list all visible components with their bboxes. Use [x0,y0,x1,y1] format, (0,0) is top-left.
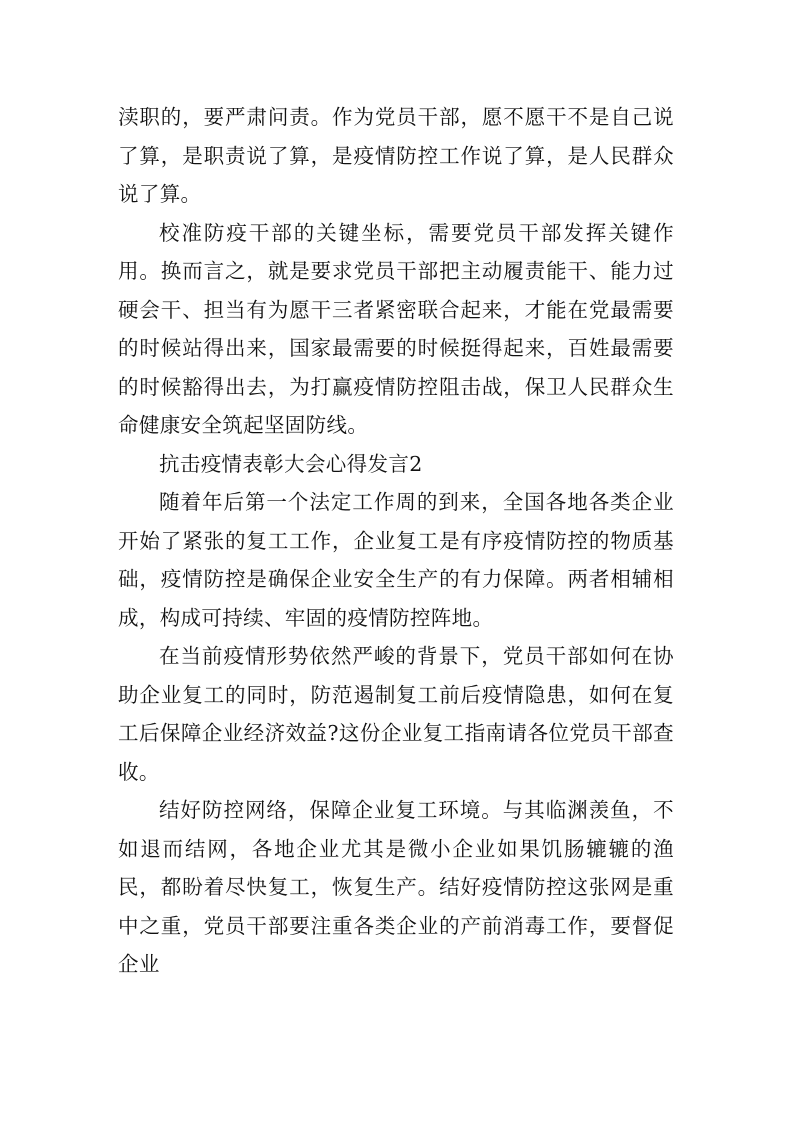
paragraph-resumption-intro: 随着年后第一个法定工作周的到来，全国各地各类企业开始了紧张的复工工作，企业复工是有序疫情防控的物质基础，疫情防控是确保企业安全生产的有力保障。两者相辅相成，构成可持续、牢固的疫情防控阵地。 [118,490,674,630]
section-heading: 抗击疫情表彰大会心得发言2 [159,451,423,476]
paragraph-accountability: 渎职的，要严肃问责。作为党员干部，愿不愿干不是自己说了算，是职责说了算，是疫情防控工作说了算，是人民群众说了算。 [118,105,674,206]
paragraph-prevention-network: 结好防控网络，保障企业复工环境。与其临渊羡鱼，不如退而结网，各地企业尤其是微小企业如果饥肠辘辘的渔民，都盼着尽快复工，恢复生产。结好疫情防控这张网是重中之重，党员干部要注重各类企业的产前消毒工作，要督促企业 [118,798,674,976]
document-body [118,98,674,984]
paragraph-key-coordinates: 校准防疫干部的关键坐标，需要党员干部发挥关键作用。换而言之，就是要求党员干部把主动履责能干、能力过硬会干、担当有为愿干三者紧密联合起来，才能在党最需要的时候站得出来，国家最需要的时候挺得起来，百姓最需要的时候豁得出去，为打赢疫情防控阻击战，保卫人民群众生命健康安全筑起坚固防线。 [118,220,674,437]
paragraph-current-situation: 在当前疫情形势依然严峻的背景下，党员干部如何在协助企业复工的同时，防范遏制复工前后疫情隐患，如何在复工后保障企业经济效益?这份企业复工指南请各位党员干部查收。 [118,644,674,784]
